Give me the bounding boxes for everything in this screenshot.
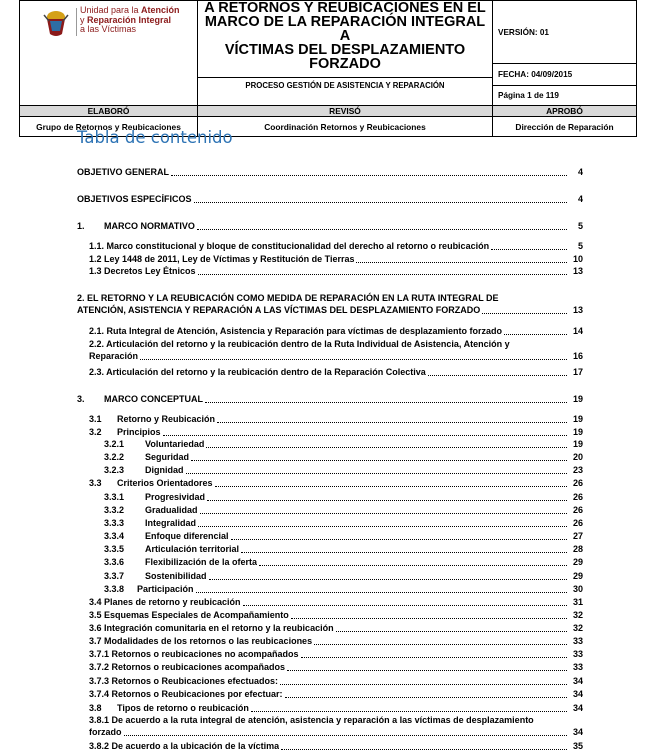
toc-entry-page: 32	[572, 623, 583, 633]
toc-entry[interactable]	[104, 505, 583, 516]
dot-leader	[356, 262, 567, 263]
toc-entry[interactable]	[104, 557, 583, 568]
toc-entry[interactable]	[89, 478, 583, 489]
toc-entry-number: 3.3.6	[104, 557, 125, 567]
toc-entry-page: 20	[572, 452, 583, 462]
dot-leader	[428, 375, 567, 376]
toc-entry-page: 29	[572, 571, 583, 581]
toc-entry-number: 3.3.3	[104, 518, 125, 528]
dot-leader	[198, 526, 567, 527]
dot-leader	[217, 422, 567, 423]
toc-entry[interactable]	[104, 452, 583, 463]
version-label: VERSIÓN: 01	[493, 1, 637, 64]
toc-entry[interactable]	[104, 544, 583, 555]
toc-entry-text: 3.8.1 De acuerdo a la ruta integral de atención, asistencia y reparación a las víctimas de desplazamiento	[89, 715, 534, 725]
dot-leader	[336, 631, 567, 632]
toc-entry[interactable]	[89, 689, 583, 700]
toc-entry-page: 5	[577, 241, 583, 251]
toc-entry-multiline[interactable]	[89, 339, 583, 362]
dot-leader	[243, 605, 567, 606]
toc-entry-last-line	[89, 351, 583, 363]
toc-entry-page: 34	[572, 703, 583, 713]
toc-entry-text: Articulación territorial	[145, 544, 240, 554]
toc-entry-text: Voluntariedad	[145, 439, 205, 449]
document-title-cell	[198, 1, 493, 106]
toc-entry-page: 30	[572, 584, 583, 594]
dot-leader	[482, 313, 567, 314]
toc-entry[interactable]	[104, 518, 583, 529]
toc-entry-text: 1.2 Ley 1448 de 2011, Ley de Víctimas y Restitución de Tierras	[89, 254, 355, 264]
toc-entry-text: Progresividad	[145, 492, 206, 502]
toc-entry-multiline[interactable]	[89, 715, 583, 738]
toc-entry-page: 35	[572, 741, 583, 751]
toc-entry[interactable]	[89, 703, 583, 714]
toc-entry[interactable]	[89, 266, 583, 277]
dot-leader	[259, 565, 567, 566]
toc-entry[interactable]	[89, 367, 583, 378]
dot-leader	[504, 334, 567, 335]
toc-entry-text: Flexibilización de la oferta	[145, 557, 258, 567]
toc-entry-last-line	[89, 727, 583, 739]
dot-leader	[194, 202, 567, 203]
toc-entry-page: 34	[572, 676, 583, 686]
toc-entry-last-line	[77, 305, 583, 317]
dot-leader	[314, 644, 567, 645]
toc-entry-number: 3.3.2	[104, 505, 125, 515]
toc-entry-page: 10	[572, 254, 583, 264]
toc-entry-page: 33	[572, 636, 583, 646]
toc-entry-page: 14	[572, 326, 583, 336]
toc-entry-number: 3.3.1	[104, 492, 125, 502]
toc-entry-page: 19	[572, 394, 583, 404]
toc-entry[interactable]	[77, 221, 583, 232]
dot-leader	[163, 435, 567, 436]
toc-entry[interactable]	[89, 241, 583, 252]
dot-leader	[209, 579, 567, 580]
toc-entry-text: MARCO NORMATIVO	[104, 221, 195, 231]
dot-leader	[198, 274, 567, 275]
toc-entry-page: 26	[572, 492, 583, 502]
toc-entry-text: 3.7.2 Retornos o reubicaciones acompañados	[89, 662, 286, 672]
toc-entry-page: 17	[572, 367, 583, 377]
dot-leader	[206, 447, 567, 448]
toc-entry[interactable]	[104, 531, 583, 542]
toc-entry-page: 13	[572, 266, 583, 276]
reviso-header: REVISÓ	[198, 106, 493, 117]
toc-entry-number: 3.3	[89, 478, 102, 488]
toc-entry-number: 3.1	[89, 414, 102, 424]
toc-entry[interactable]	[89, 254, 583, 265]
toc-entry-text: Seguridad	[145, 452, 190, 462]
toc-entry-number: 3.3.7	[104, 571, 125, 581]
toc-entry-page: 23	[572, 465, 583, 475]
toc-entry-page: 27	[572, 531, 583, 541]
toc-entry-page: 28	[572, 544, 583, 554]
dot-leader	[197, 229, 567, 230]
toc-entry-text: Tipos de retorno o reubicación	[117, 703, 249, 713]
dot-leader	[251, 711, 567, 712]
dot-leader	[196, 592, 567, 593]
toc-entry-text: 2.1. Ruta Integral de Atención, Asistencia y Reparación para víctimas de desplazamiento forzado	[89, 326, 502, 336]
aprobo-header: APROBÓ	[493, 106, 637, 117]
toc-entry-text: 1.3 Decretos Ley Étnicos	[89, 266, 196, 276]
toc-entry-page: 33	[572, 662, 583, 672]
toc-entry-text: OBJETIVOS ESPECÍFICOS	[77, 194, 192, 204]
dot-leader	[191, 460, 567, 461]
toc-entry[interactable]	[89, 414, 583, 425]
toc-entry-text: 1.1. Marco constitucional y bloque de constitucionalidad del derecho al retorno o reubicación	[89, 241, 490, 251]
toc-entry-number: 3.8	[89, 703, 102, 713]
toc-entry-text: 3.4 Planes de retorno y reubicación	[89, 597, 241, 607]
toc-entry[interactable]	[77, 394, 583, 405]
dot-leader	[285, 697, 567, 698]
toc-entry-page: 5	[577, 221, 583, 231]
logo-cell	[20, 1, 198, 106]
dot-leader	[215, 486, 567, 487]
aprobo-value: Dirección de Reparación	[493, 117, 637, 137]
dot-leader	[186, 473, 568, 474]
toc-entry-page: 13	[572, 304, 583, 315]
toc-entry-page: 16	[572, 350, 583, 361]
toc-entry-text: ATENCIÓN, ASISTENCIA Y REPARACIÓN A LAS VÍCTIMAS DEL DESPLAZAMIENTO FORZADO	[77, 304, 481, 315]
toc-entry[interactable]	[89, 427, 583, 438]
toc-title: Tabla de contenido	[77, 128, 233, 147]
process-name: PROCESO GESTIÓN DE ASISTENCIA Y REPARACIÓN	[198, 77, 492, 97]
dot-leader	[205, 402, 567, 403]
dot-leader	[207, 500, 567, 501]
title-line: A RETORNOS Y REUBICACIONES EN EL	[204, 0, 486, 16]
toc-entry-text: Sostenibilidad	[145, 571, 207, 581]
toc-entry[interactable]	[104, 465, 583, 476]
colombia-coat-of-arms-icon	[40, 7, 72, 39]
toc-entry-text: Reparación	[89, 350, 139, 361]
title-line: VÍCTIMAS DEL DESPLAZAMIENTO FORZADO	[224, 41, 466, 72]
toc-entry-text: Criterios Orientadores	[117, 478, 213, 488]
toc-entry[interactable]	[89, 676, 583, 687]
toc-entry-text: 3.8.2 De acuerdo a la ubicación de la víctima	[89, 741, 280, 751]
dot-leader	[301, 657, 567, 658]
toc-entry-page: 19	[572, 439, 583, 449]
toc-entry-number: 3.3.8	[104, 584, 125, 594]
toc-entry-text: Retorno y Reubicación	[117, 414, 216, 424]
elaboro-header: ELABORÓ	[20, 106, 198, 117]
toc-entry-page: 26	[572, 518, 583, 528]
page-label: Página 1 de 119	[493, 86, 637, 106]
toc-entry-number: 3.2	[89, 427, 102, 437]
reviso-value: Coordinación Retornos y Reubicaciones	[198, 117, 493, 137]
dot-leader	[231, 539, 567, 540]
date-label: FECHA: 04/09/2015	[493, 64, 637, 86]
toc-entry-page: 34	[572, 689, 583, 699]
document-title	[198, 1, 492, 71]
title-line: MARCO DE LA REPARACIÓN INTEGRAL A	[204, 13, 486, 44]
dot-leader	[280, 684, 567, 685]
toc-entry-multiline[interactable]	[77, 293, 583, 316]
toc-entry-text: Dignidad	[145, 465, 184, 475]
toc-entry[interactable]	[77, 194, 583, 205]
logo-divider	[76, 8, 77, 36]
elaboro-value: Grupo de Retornos y Reubicaciones	[20, 117, 198, 137]
toc-entry-text: 3.7.3 Retornos o Reubicaciones efectuados:	[89, 676, 279, 686]
toc-entry-page: 32	[572, 610, 583, 620]
toc-entry-text: 3.7.4 Retornos o Reubicaciones por efectuar:	[89, 689, 283, 699]
toc-entry-page: 26	[572, 478, 583, 488]
toc-entry[interactable]	[104, 571, 583, 582]
dot-leader	[291, 618, 567, 619]
toc-entry-number: 3.2.3	[104, 465, 125, 475]
dot-leader	[491, 249, 567, 250]
toc-entry-text: Integralidad	[145, 518, 197, 528]
toc-entry-text: MARCO CONCEPTUAL	[104, 394, 203, 404]
toc-entry[interactable]	[89, 741, 583, 752]
toc-entry-page: 33	[572, 649, 583, 659]
toc-entry[interactable]	[77, 167, 583, 178]
toc-entry-page: 4	[577, 167, 583, 177]
toc-entry[interactable]	[89, 636, 583, 647]
toc-entry[interactable]	[89, 326, 583, 337]
toc-entry[interactable]	[89, 597, 583, 608]
dot-leader	[140, 359, 567, 360]
toc-entry-page: 4	[577, 194, 583, 204]
toc-entry[interactable]	[104, 439, 583, 450]
toc-entry-text: Participación	[137, 584, 194, 594]
toc-entry-text: 2. EL RETORNO Y LA REUBICACIÓN COMO MEDIDA DE REPARACIÓN EN LA RUTA INTEGRAL DE	[77, 293, 499, 303]
toc-entry-text: forzado	[89, 726, 122, 737]
toc-entry-text: 3.6 Integración comunitaria en el retorno y la reubicación	[89, 623, 334, 633]
toc-entry-text: Principios	[117, 427, 161, 437]
toc-entry-number: 3.3.4	[104, 531, 125, 541]
toc-entry-text: 3.7 Modalidades de los retornos o las reubicaciones	[89, 636, 313, 646]
dot-leader	[287, 670, 567, 671]
toc-entry-number: 3.2.2	[104, 452, 125, 462]
toc-entry-text: 2.2. Articulación del retorno y la reubicación dentro de la Ruta Individual de Asistencia, Atención y	[89, 339, 510, 349]
toc-entry-text: Gradualidad	[145, 505, 198, 515]
toc-entry-text: 3.5 Esquemas Especiales de Acompañamiento	[89, 610, 289, 620]
dot-leader	[241, 552, 567, 553]
dot-leader	[200, 513, 567, 514]
document-header	[19, 0, 637, 137]
toc-entry-number: 3.	[77, 394, 85, 404]
toc-entry-text: Enfoque diferencial	[145, 531, 229, 541]
toc-entry-page: 31	[572, 597, 583, 607]
toc-entry[interactable]	[89, 623, 583, 634]
toc-entry-number: 3.3.5	[104, 544, 125, 554]
toc-entry-text: 2.3. Articulación del retorno y la reubicación dentro de la Reparación Colectiva	[89, 367, 426, 377]
toc-entry-page: 29	[572, 557, 583, 567]
toc-entry[interactable]	[89, 610, 583, 621]
toc-entry[interactable]	[104, 492, 583, 503]
dot-leader	[171, 175, 567, 176]
toc-entry-page: 19	[572, 427, 583, 437]
logo-wordmark: Unidad para la Atención y Reparación Integral a las Víctimas	[80, 5, 180, 34]
dot-leader	[124, 735, 568, 736]
toc-entry[interactable]	[89, 662, 583, 673]
toc-entry-page: 34	[572, 726, 583, 737]
toc-entry[interactable]	[89, 649, 583, 660]
toc-entry-text: OBJETIVO GENERAL	[77, 167, 170, 177]
toc-entry-number: 3.2.1	[104, 439, 125, 449]
toc-entry-page: 19	[572, 414, 583, 424]
toc-entry-page: 26	[572, 505, 583, 515]
toc-entry-number: 1.	[77, 221, 85, 231]
toc-entry-text: 3.7.1 Retornos o reubicaciones no acompañados	[89, 649, 299, 659]
toc-entry[interactable]	[104, 584, 583, 595]
